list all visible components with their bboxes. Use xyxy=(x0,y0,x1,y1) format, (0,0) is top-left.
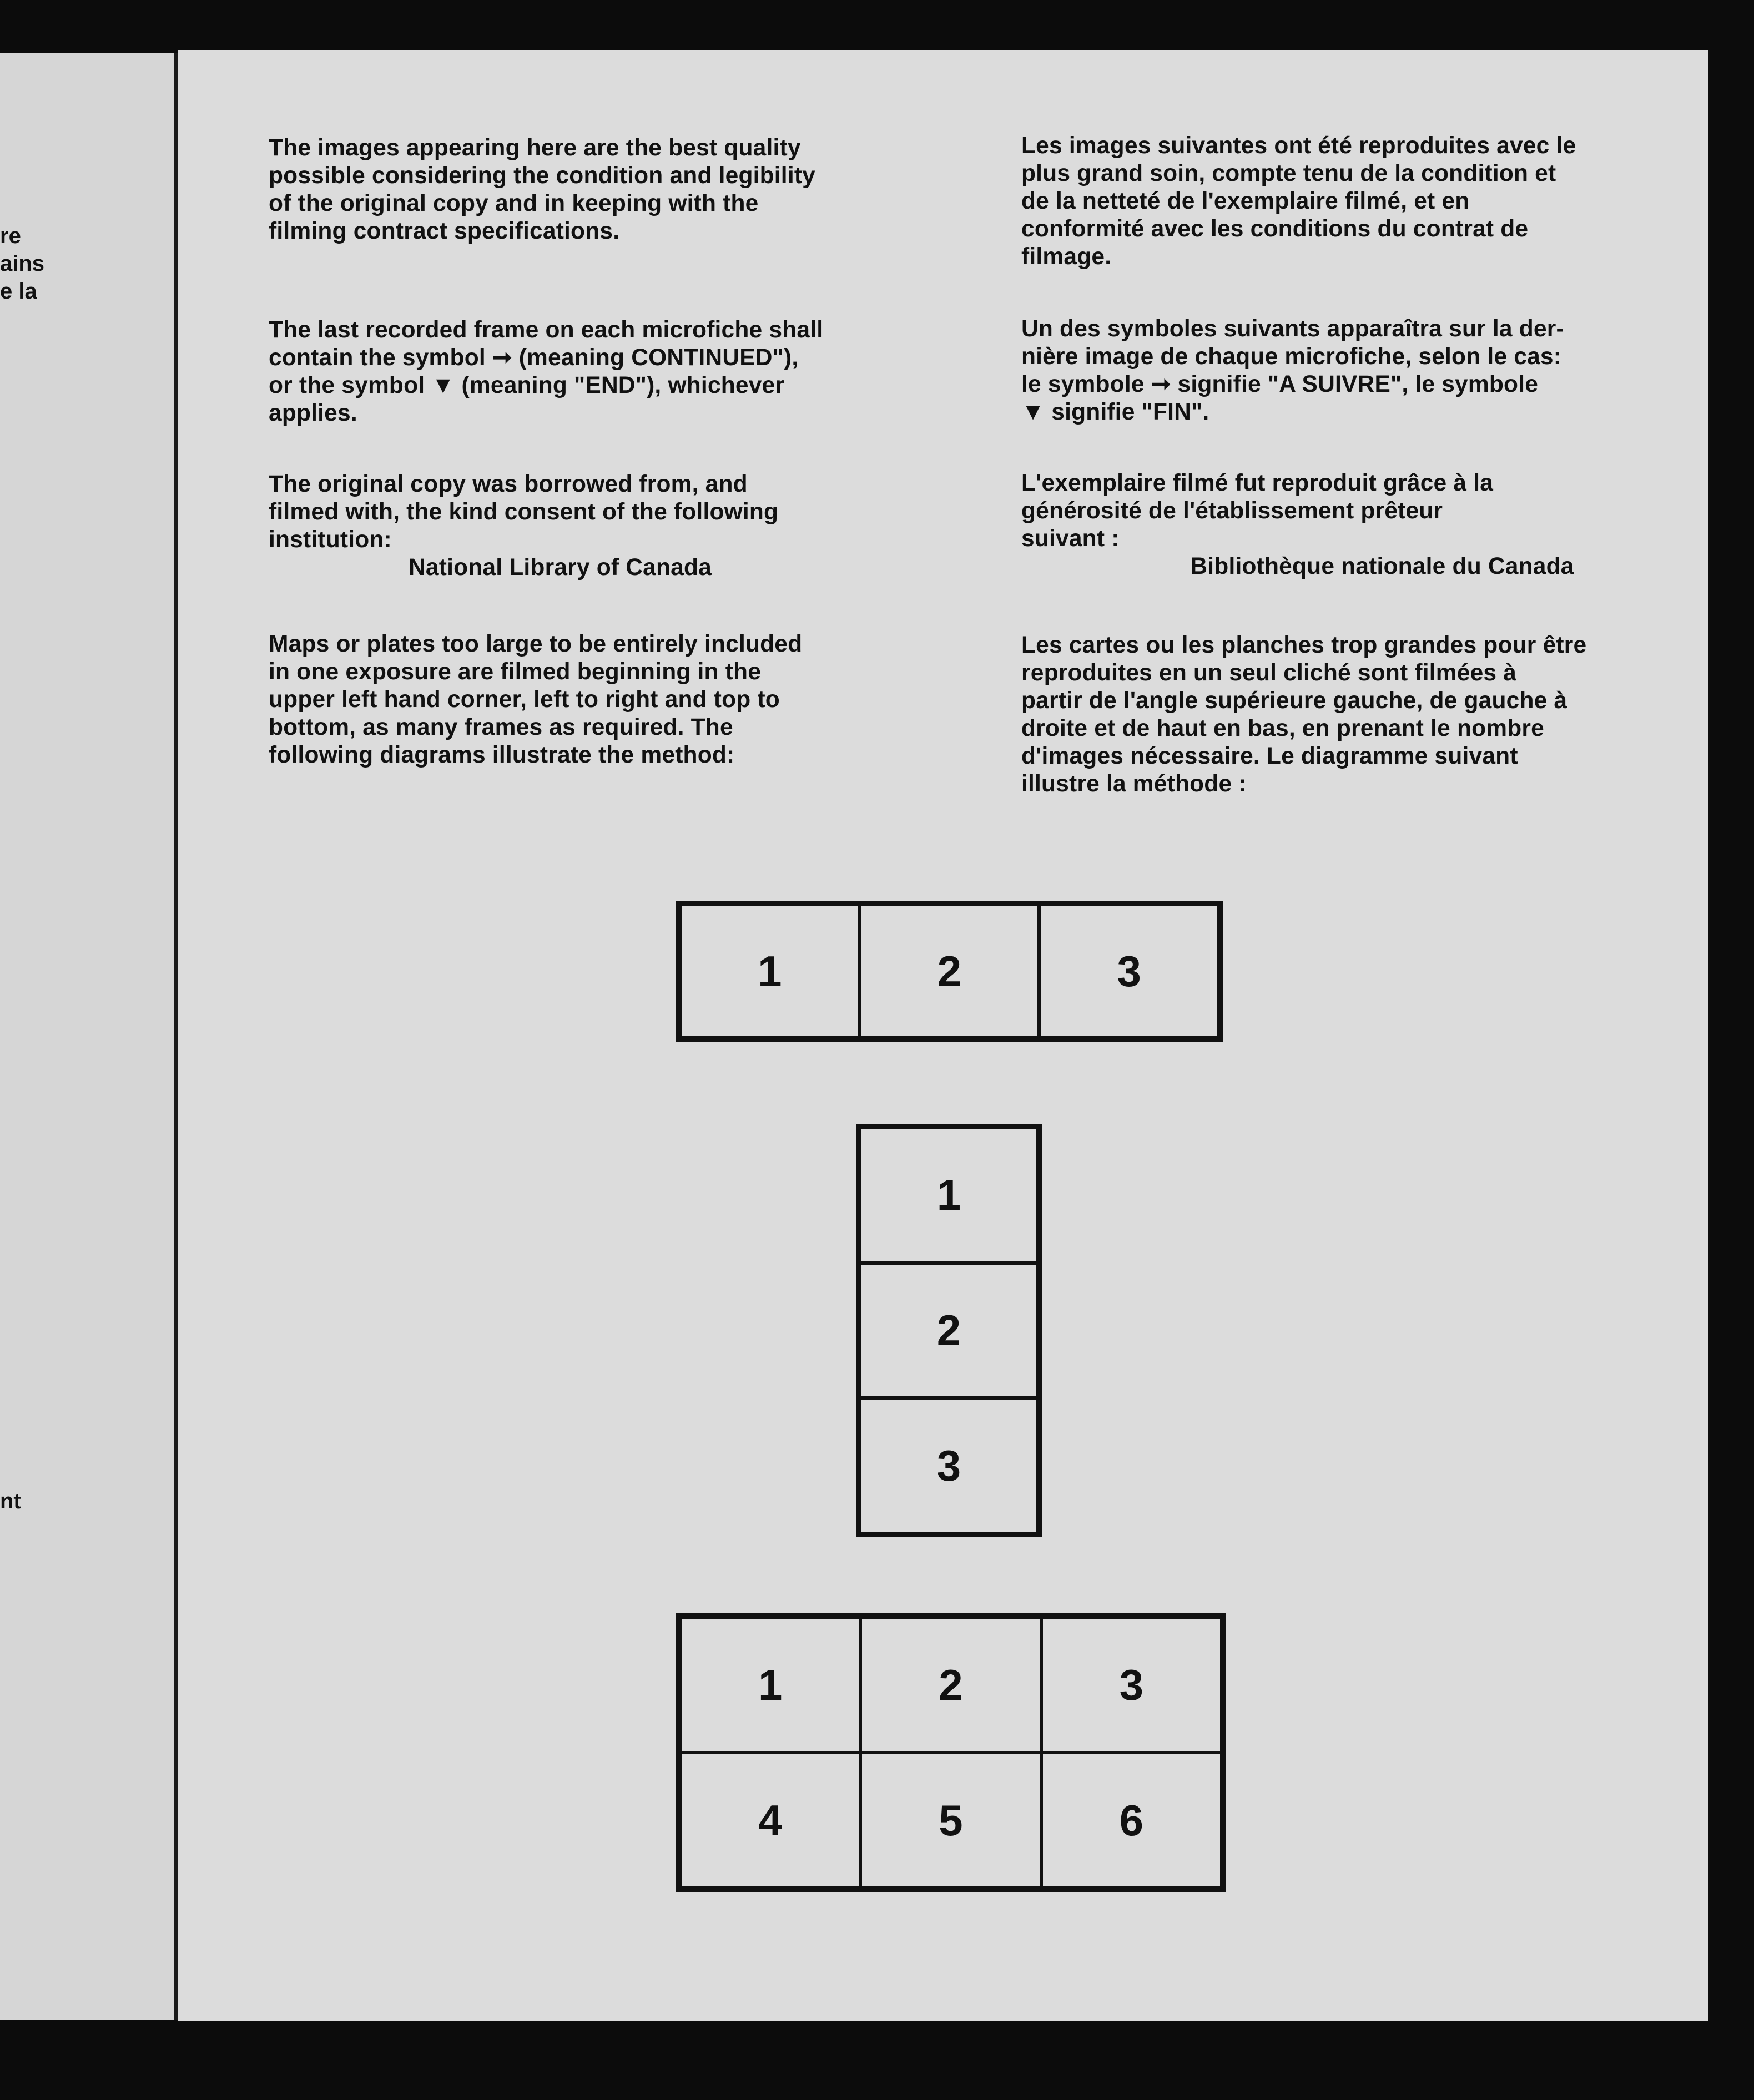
frame-cell: 2 xyxy=(860,1617,1041,1753)
french-quality-paragraph: Les images suivantes ont été reproduites avec le plus grand soin, compte tenu de la condition et de la netteté de l'exemplaire filmé, et en conformité avec les conditions du contrat de filmage. xyxy=(1021,133,1576,270)
frame-cell: 6 xyxy=(1041,1753,1222,1888)
diagram-column xyxy=(856,1124,1042,1537)
diagram-row xyxy=(676,901,1223,1042)
french-institution-name: Bibliothèque nationale du Canada xyxy=(1190,553,1574,579)
frame-cell: 3 xyxy=(1039,905,1219,1038)
frame-cell: 1 xyxy=(680,905,860,1038)
left-fragment: ains xyxy=(0,251,45,276)
english-column xyxy=(269,134,890,769)
frame-cell: 1 xyxy=(860,1128,1038,1263)
english-institution-paragraph: The original copy was borrowed from, and filmed with, the kind consent of the following institution: xyxy=(269,471,779,553)
frame-cell: 4 xyxy=(680,1753,860,1888)
english-symbol-paragraph: The last recorded frame on each microfiche shall contain the symbol ➞ (meaning CONTINUED"), or the symbol ▼ (meaning "END"), whichever applies. xyxy=(269,317,824,426)
english-quality-paragraph: The images appearing here are the best quality possible considering the condition and legibility of the original copy and in keeping with the filming contract specifications. xyxy=(269,135,816,244)
frame-cell: 2 xyxy=(860,905,1040,1038)
diagram-grid xyxy=(676,1613,1226,1892)
left-fragment: nt xyxy=(0,1489,21,1513)
frame-cell: 3 xyxy=(860,1398,1038,1533)
left-fragment: e la xyxy=(0,279,37,304)
french-institution-paragraph: L'exemplaire filmé fut reproduit grâce à la générosité de l'établissement prêteur suivant : xyxy=(1021,470,1494,552)
frame-cell: 2 xyxy=(860,1263,1038,1399)
frame-cell: 1 xyxy=(680,1617,860,1753)
main-page xyxy=(178,50,1708,2021)
french-maps-paragraph: Les cartes ou les planches trop grandes pour être reproduites en un seul cliché sont filmées à partir de l'angle supérieure gauche, de gauche à droite et de haut en bas, en prenant le nombre d'images nécessaire. Le diagramme suivant illustre la méthode : xyxy=(1021,632,1587,797)
frame-cell: 3 xyxy=(1041,1617,1222,1753)
english-maps-paragraph: Maps or plates too large to be entirely included in one exposure are filmed beginning in the upper left hand corner, left to right and top to bottom, as many frames as required. The following diagrams illustrate the method: xyxy=(269,631,803,768)
previous-page-edge xyxy=(0,53,177,2020)
french-symbol-paragraph: Un des symboles suivants apparaîtra sur la der- nière image de chaque microfiche, selon le cas: le symbole ➞ signifie "A SUIVRE", le symbole ▼ signifie "FIN". xyxy=(1021,316,1564,425)
left-fragment: re xyxy=(0,224,21,248)
french-column xyxy=(1021,132,1676,798)
english-institution-name: National Library of Canada xyxy=(409,554,712,580)
frame-cell: 5 xyxy=(860,1753,1041,1888)
